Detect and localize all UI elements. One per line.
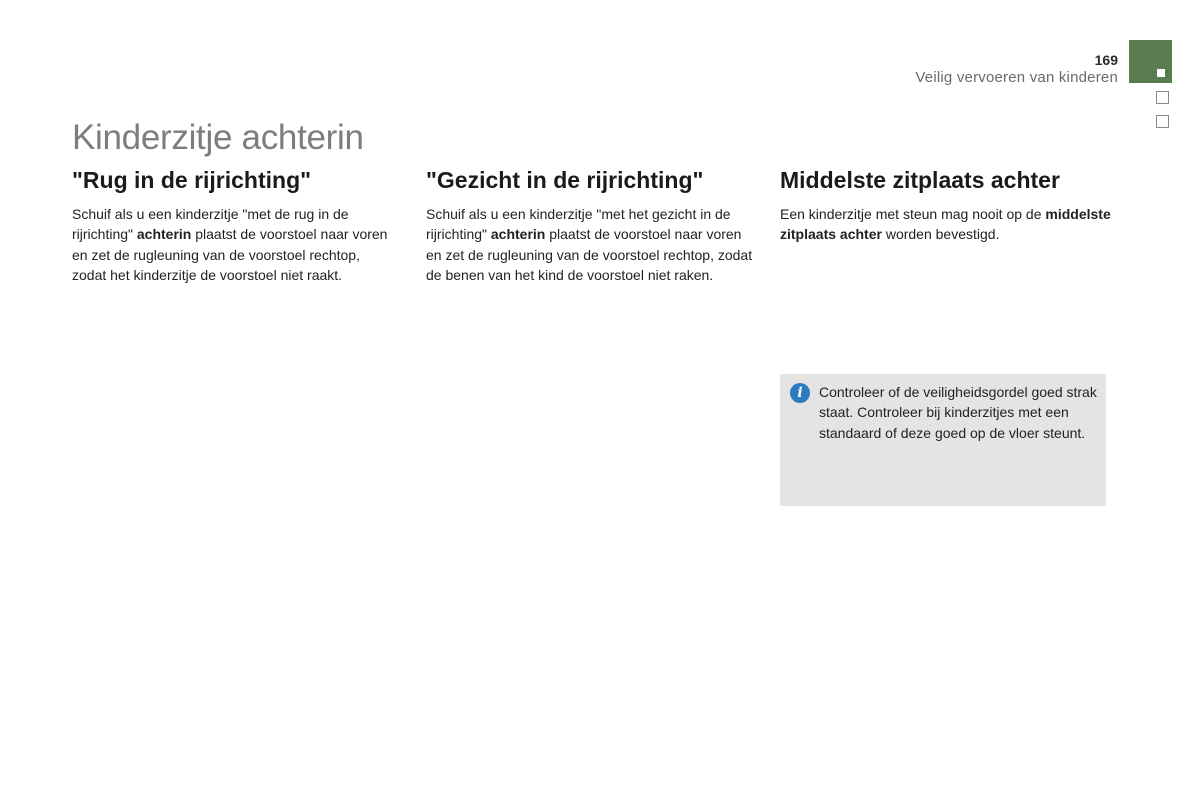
column-rear-facing <box>72 167 397 285</box>
column-heading: "Gezicht in de rijrichting" <box>426 167 704 193</box>
info-box <box>780 374 1106 506</box>
info-icon: i <box>790 383 810 403</box>
chapter-title: Veilig vervoeren van kinderen <box>915 69 1118 86</box>
column-heading: Middelste zitplaats achter <box>780 167 1060 193</box>
column-text: Schuif als u een kinderzitje "met de rug in de rijrichting" achterin plaatst de voorstoel naar voren en zet de rugleuning van de voorstoel rechtop, zodat het kinderzitje de voorstoel niet raakt. <box>72 206 388 283</box>
column-text: Een kinderzitje met steun mag nooit op de middelste zitplaats achter worden bevestigd. <box>780 206 1111 243</box>
chapter-tab[interactable] <box>1129 40 1172 83</box>
chapter-tab-marker <box>1157 69 1165 77</box>
nav-box-1[interactable] <box>1156 91 1169 104</box>
page-title: Kinderzitje achterin <box>72 118 364 157</box>
info-text: Controleer of de veiligheidsgordel goed strak staat. Controleer bij kinderzitjes met een standaard of deze goed op de vloer steunt. <box>819 384 1097 441</box>
nav-box-2[interactable] <box>1156 115 1169 128</box>
column-text: Schuif als u een kinderzitje "met het gezicht in de rijrichting" achterin plaatst de voorstoel naar voren en zet de rugleuning van de voorstoel rechtop, zodat de benen van het kind de voorstoel niet raken. <box>426 206 753 283</box>
page-number: 169 <box>1094 52 1118 68</box>
column-forward-facing <box>426 167 756 285</box>
column-middle-seat <box>780 167 1120 245</box>
column-heading: "Rug in de rijrichting" <box>72 167 312 193</box>
